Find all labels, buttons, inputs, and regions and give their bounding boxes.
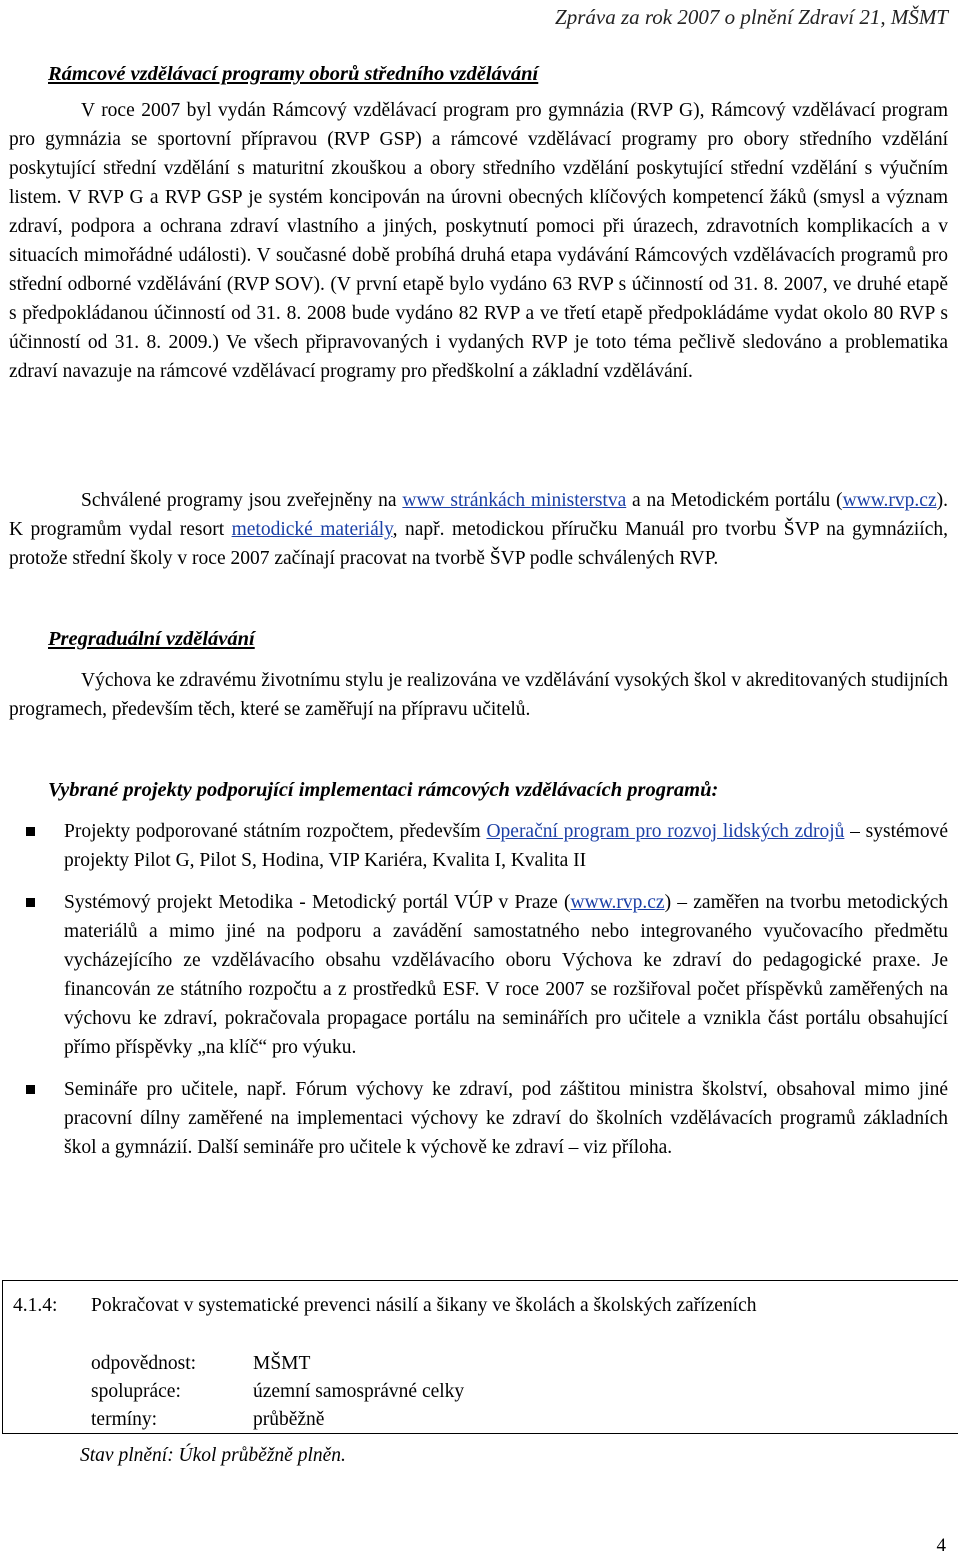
methodical-materials-link[interactable]: metodické materiály	[231, 519, 393, 540]
projects-list	[0, 817, 960, 1175]
text: , např. metodickou příručku Manuál pro tvorbu ŠVP na gymnáziích, protože střední školy v roce 2007 začínají pracovat na tvorbě ŠVP podle schválených RVP.	[9, 519, 948, 569]
section-title-pregraduate: Pregraduální vzdělávání	[48, 628, 255, 650]
text: Schválené programy jsou zveřejněny na	[81, 490, 403, 511]
rvp-portal-link[interactable]: www.rvp.cz	[842, 490, 937, 511]
list-item	[0, 1075, 948, 1162]
text: Projekty podporované státním rozpočtem, především	[64, 821, 487, 842]
section-title-projects: Vybrané projekty podporující implementaci rámcových vzdělávacích programů:	[48, 779, 719, 801]
cooperation-value: územní samosprávné celky	[253, 1381, 465, 1402]
section-title-rvp: Rámcové vzdělávací programy oborů středního vzdělávání	[48, 63, 539, 85]
square-bullet-icon	[26, 1085, 35, 1094]
paragraph-published-programs	[9, 486, 948, 573]
text: – systémové projekty Pilot G, Pilot S, Hodina, VIP Kariéra, Kvalita I, Kvalita II	[64, 821, 948, 871]
text: ) – zaměřen na tvorbu metodických materiálů a mimo jiné na podporu a zavádění samostatného nebo integrovaného vyučovacího předmětu vycházejícího ze vzdělávacího obsahu vzdělávacího oboru Výchova ke zdraví do pedagogické praxe. Je financován ze státního rozpočtu a z prostředků ESF. V roce 2007 se rozšiřoval počet příspěvků zaměřených na výchovu ke zdraví, pokračovala propagace portálu na seminářích pro učitele a vznikla část portálu obsahující přímo příspěvky „na klíč“ pro výuku.	[64, 892, 948, 1058]
text: Semináře pro učitele, např. Fórum výchovy ke zdraví, pod záštitou ministra školství, obsahoval mimo jiné pracovní dílny zaměřené na implementaci výchovy ke zdraví do školních vzdělávacích programů základních škol a gymnázií. Další semináře pro učitele k výchově ke zdraví – viz příloha.	[64, 1079, 948, 1158]
rvp-portal-link-2[interactable]: www.rvp.cz	[570, 892, 665, 913]
deadline-label: termíny:	[91, 1409, 158, 1430]
text: a na Metodickém portálu (	[626, 490, 843, 511]
running-header: Zpráva za rok 2007 o plnění Zdraví 21, MŠMT	[555, 5, 948, 29]
task-text: Pokračovat v systematické prevenci násilí a šikany ve školách a školských zařízeních	[91, 1295, 757, 1316]
square-bullet-icon	[26, 898, 35, 907]
square-bullet-icon	[26, 827, 35, 836]
task-status: Stav plnění: Úkol průběžně plněn.	[80, 1445, 346, 1466]
cooperation-label: spolupráce:	[91, 1381, 181, 1402]
ministry-website-link[interactable]: www stránkách ministerstva	[402, 490, 627, 511]
text: Systémový projekt Metodika - Metodický portál VÚP v Praze (	[64, 892, 571, 913]
op-lidske-zdroje-link[interactable]: Operační program pro rozvoj lidských zdrojů	[486, 821, 845, 842]
paragraph-pregraduate: Výchova ke zdravému životnímu stylu je realizována ve vzdělávání vysokých škol v akreditovaných studijních programech, především těch, které se zaměřují na přípravu učitelů.	[9, 670, 948, 720]
text: ). K programům vydal resort	[9, 490, 948, 540]
responsibility-label: odpovědnost:	[91, 1353, 197, 1374]
task-number: 4.1.4:	[13, 1295, 58, 1316]
list-item	[0, 888, 948, 1062]
deadline-value: průběžně	[253, 1409, 325, 1430]
page-number: 4	[936, 1535, 946, 1556]
list-item	[0, 817, 948, 875]
task-box	[2, 1280, 958, 1434]
responsibility-value: MŠMT	[253, 1353, 311, 1374]
paragraph-rvp: V roce 2007 byl vydán Rámcový vzdělávací program pro gymnázia (RVP G), Rámcový vzdělávací program pro gymnázia se sportovní přípravou (RVP GSP) a rámcové vzdělávací programy pro obory středního vzdělání poskytující střední vzdělání s maturitní zkouškou a obory středního vzdělání poskytující střední vzdělání s výučním listem. V RVP G a RVP GSP je systém koncipován na úrovni obecných klíčových kompetencí žáků (smysl a význam zdraví, podpora a ochrana zdraví vlastního a jiných, poskytnutí pomoci při úrazech, zdravotních komplikacích a v situacích mimořádné události). V současné době probíhá druhá etapa vydávání Rámcových vzdělávacích programů pro střední odborné vzdělávání (RVP SOV). (V první etapě bylo vydáno 63 RVP s účinností od 31. 8. 2007, ve druhé etapě s předpokládanou účinností od 31. 8. 2008 bude vydáno 82 RVP a ve třetí etapě předpokládáme vydat okolo 80 RVP s účinností od 31. 8. 2009.) Ve všech připravovaných i vydaných RVP je toto téma pečlivě sledováno a problematika zdraví navazuje na rámcové vzdělávací programy pro předškolní a základní vzdělávání.	[9, 100, 948, 382]
